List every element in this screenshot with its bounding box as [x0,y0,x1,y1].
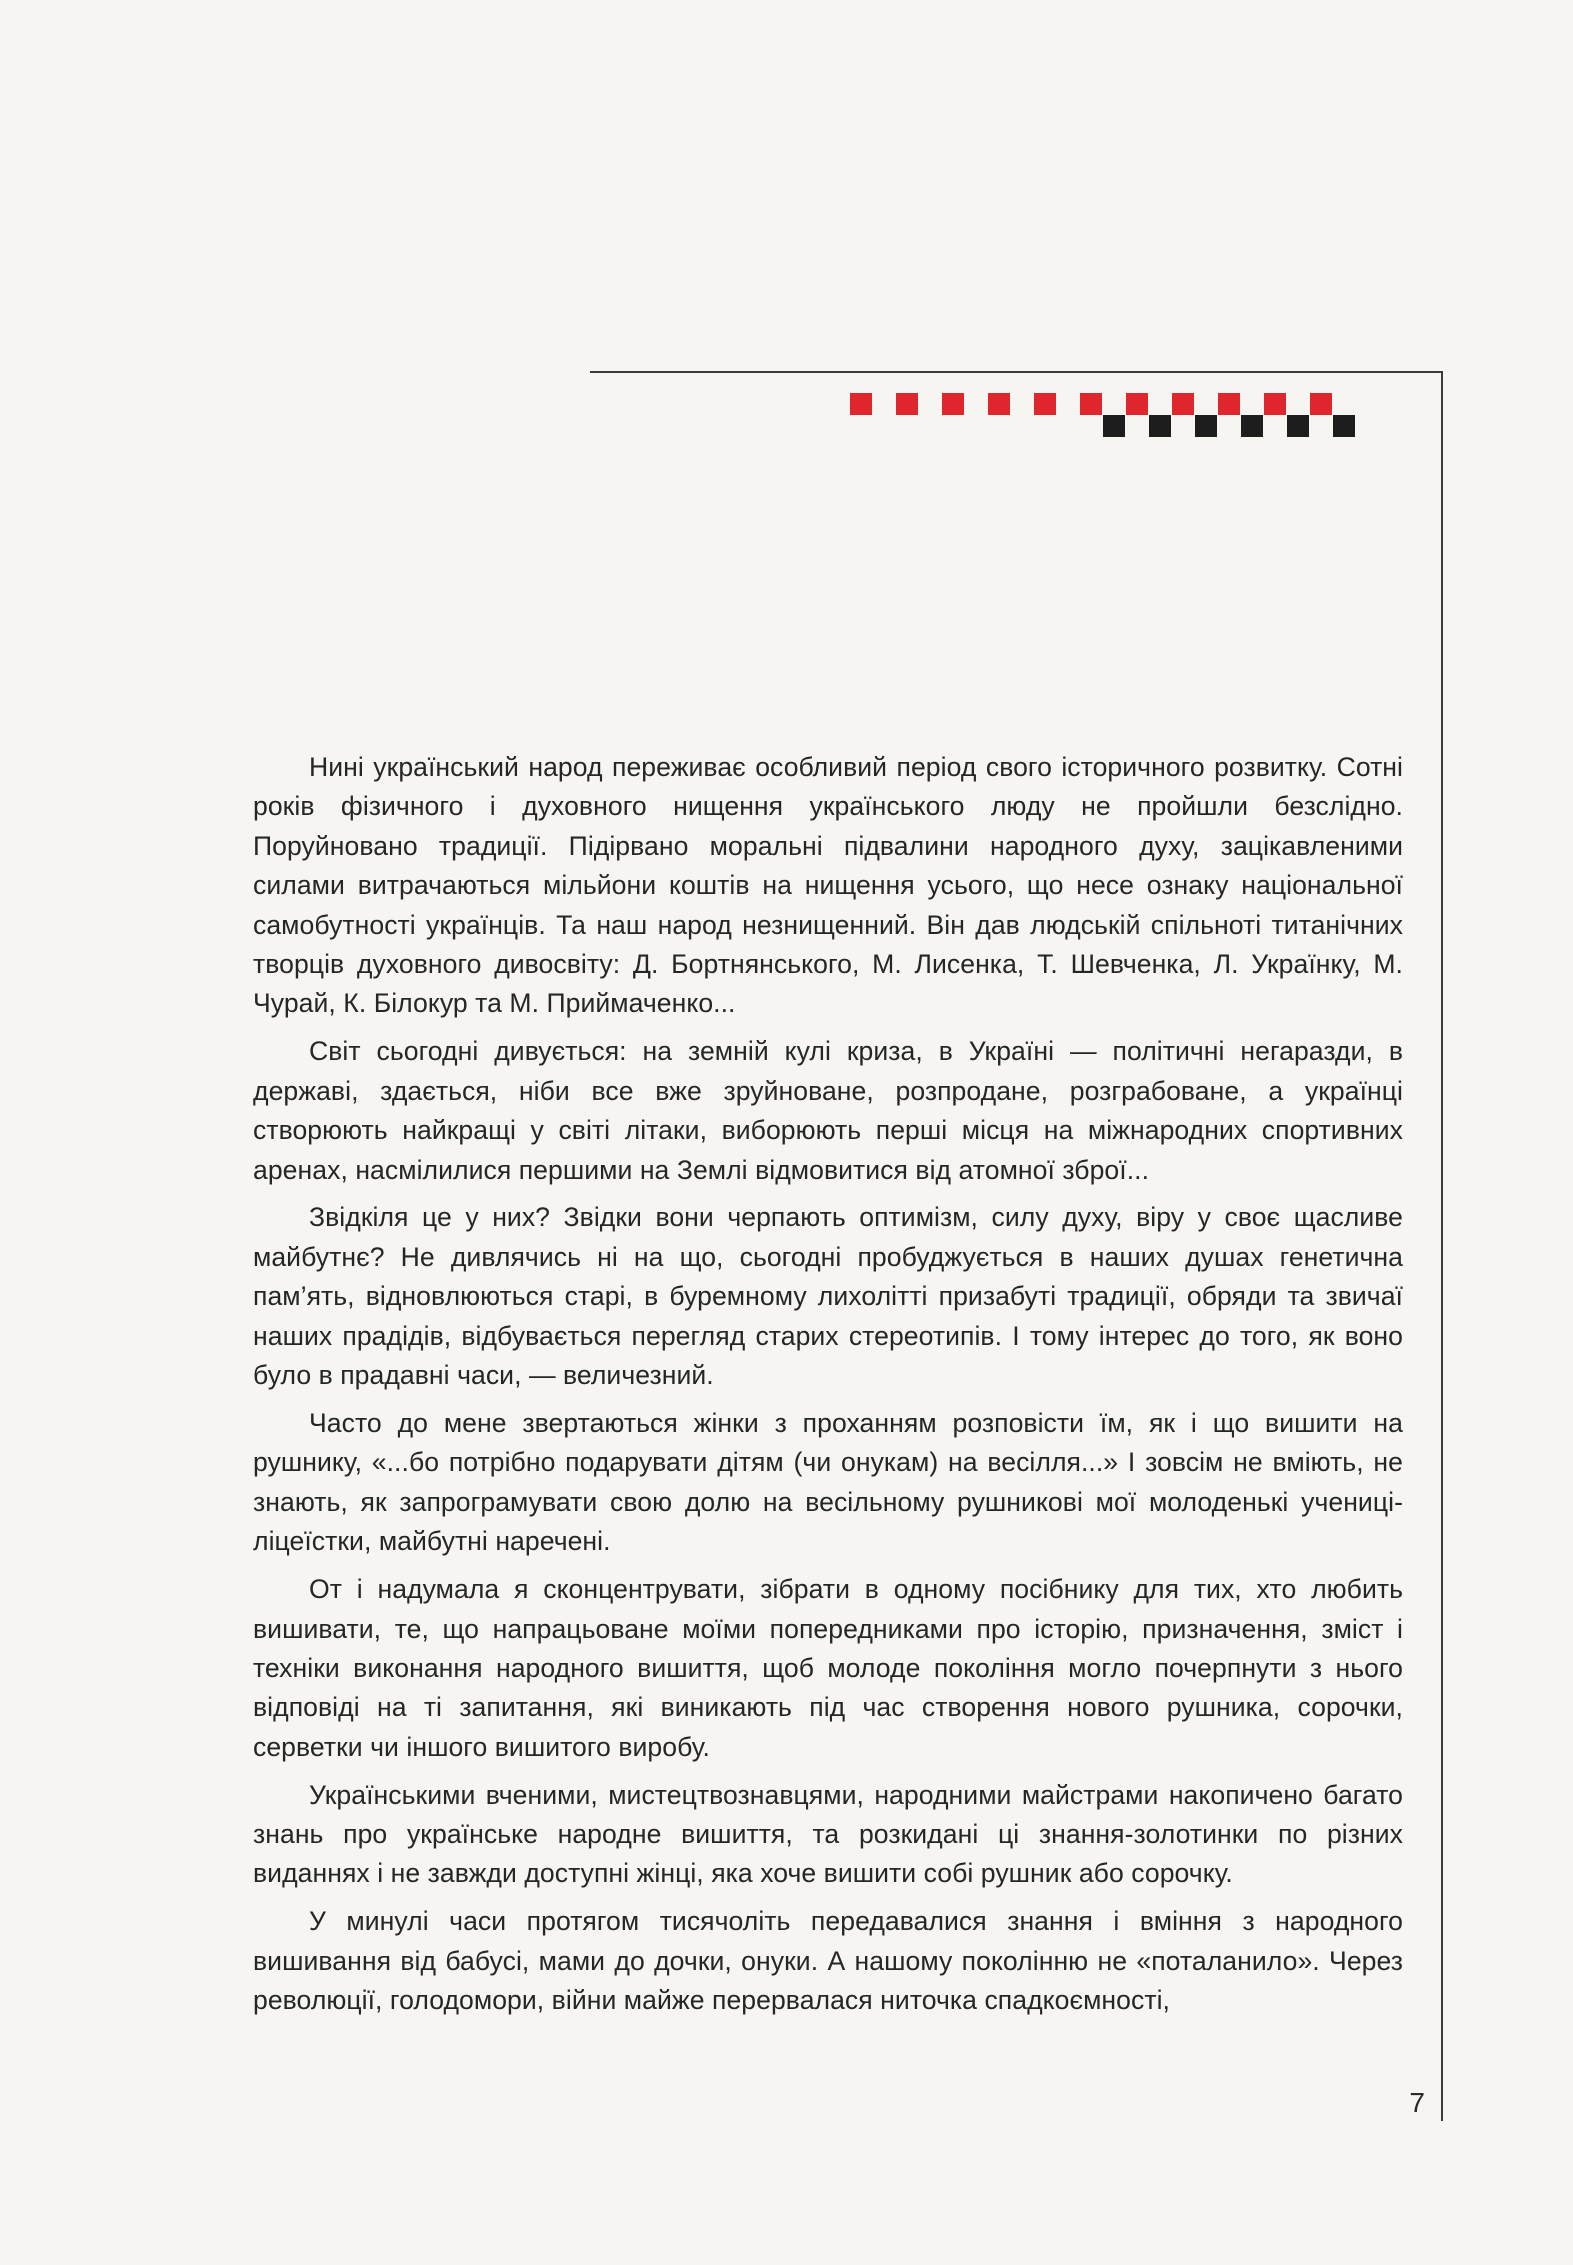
ornament-red-square [1034,393,1056,415]
paragraph: Українськими вченими, мистецтвознавцями, народними майстрами накопичено багато знань про українське народне вишиття, та розкидані ці знання-золотинки по різних виданнях і не завжди доступні жінці, яка хоче вишити собі рушник або сорочку. [253,1779,1403,1889]
ornament-red-square [988,393,1010,415]
ornament-black-square [1149,415,1171,437]
ornament-red-square [1080,393,1102,415]
ornament-red-square [1218,393,1240,415]
paragraph: У минулі часи протягом тисячоліть передавалися знання і вміння з народного вишивання від бабусі, мами до дочки, онуки. А нашому поколінню не «поталанило». Через революції, голодомори, війни майже перервалася ниточка спадкоємності, [253,1906,1403,2016]
ornament-red-square [1126,393,1148,415]
ornament-red-square [942,393,964,415]
paragraph: Звідкіля це у них? Звідки вони черпають оптимізм, силу духу, віру у своє щасливе майбутнє? Не дивлячись ні на що, сьогодні пробуджується в наших душах генетична пам’ять, відновлюються старі, в буремному лихолітті призабуті традиції, обряди та звичаї наших прадідів, відбувається перегляд старих стереотипів. І тому інтерес до того, як воно було в прадавні часи, — величезний. [253,1202,1403,1391]
ornament-red-square [1264,393,1286,415]
paragraph: Часто до мене звертаються жінки з проханням розповісти їм, як і що вишити на рушнику, «...бо потрібно подарувати дітям (чи онукам) на весілля...» І зовсім не вміють, не знають, як запрограмувати свою долю на весільному рушникові мої молоденькі учениці-ліцеїстки, майбутні наречені. [253,1408,1403,1557]
paragraph: Нині український народ переживає особливий період свого історичного розвитку. Сотні років фізичного і духовного нищення українського люду не пройшли безслідно. Поруйновано традиції. Підірвано моральні підвалини народного духу, зацікавленими силами витрачаються мільйони коштів на нищення усього, що несе ознаку національної самобутності українців. Та наш народ незнищенний. Він дав людській спільноті титанічних творців духовного дивосвіту: Д. Бортнянського, М. Лисенка, Т. Шевченка, Л. Українку, М. Чурай, К. Білокур та М. Приймаченко... [253,752,1403,1019]
ornament-red-square [1172,393,1194,415]
ornament-black-square [1195,415,1217,437]
frame-right-rule [1441,371,1443,2121]
ornament-black-square [1241,415,1263,437]
ornament-black-square [1103,415,1125,437]
embroidery-ornament [850,393,1370,438]
frame-top-rule [590,371,1442,373]
page-number: 7 [1409,2087,1425,2118]
body-text [253,748,1403,2029]
ornament-red-square [1310,393,1332,415]
ornament-red-square [896,393,918,415]
paragraph: От і надумала я сконцентрувати, зібрати в одному посібнику для тих, хто любить вишивати, те, що напрацьоване моїми попередниками про історію, призначення, зміст і техніки виконання народного вишиття, щоб молоде покоління могло почерпнути з нього відповіді на ті запитання, які виникають під час створення нового рушника, сорочки, серветки чи іншого вишитого виробу. [253,1574,1403,1762]
paragraph: Світ сьогодні дивується: на земній кулі криза, в Україні — політичні негаразди, в державі, здається, ніби все вже зруйноване, розпродане, розграбоване, а українці створюють найкращі у світі літаки, виборюють перші місця на міжнародних спортивних аренах, насмілилися першими на Землі відмовитися від атомної зброї... [253,1036,1403,1185]
ornament-black-square [1287,415,1309,437]
ornament-black-square [1333,415,1355,437]
ornament-red-square [850,393,872,415]
